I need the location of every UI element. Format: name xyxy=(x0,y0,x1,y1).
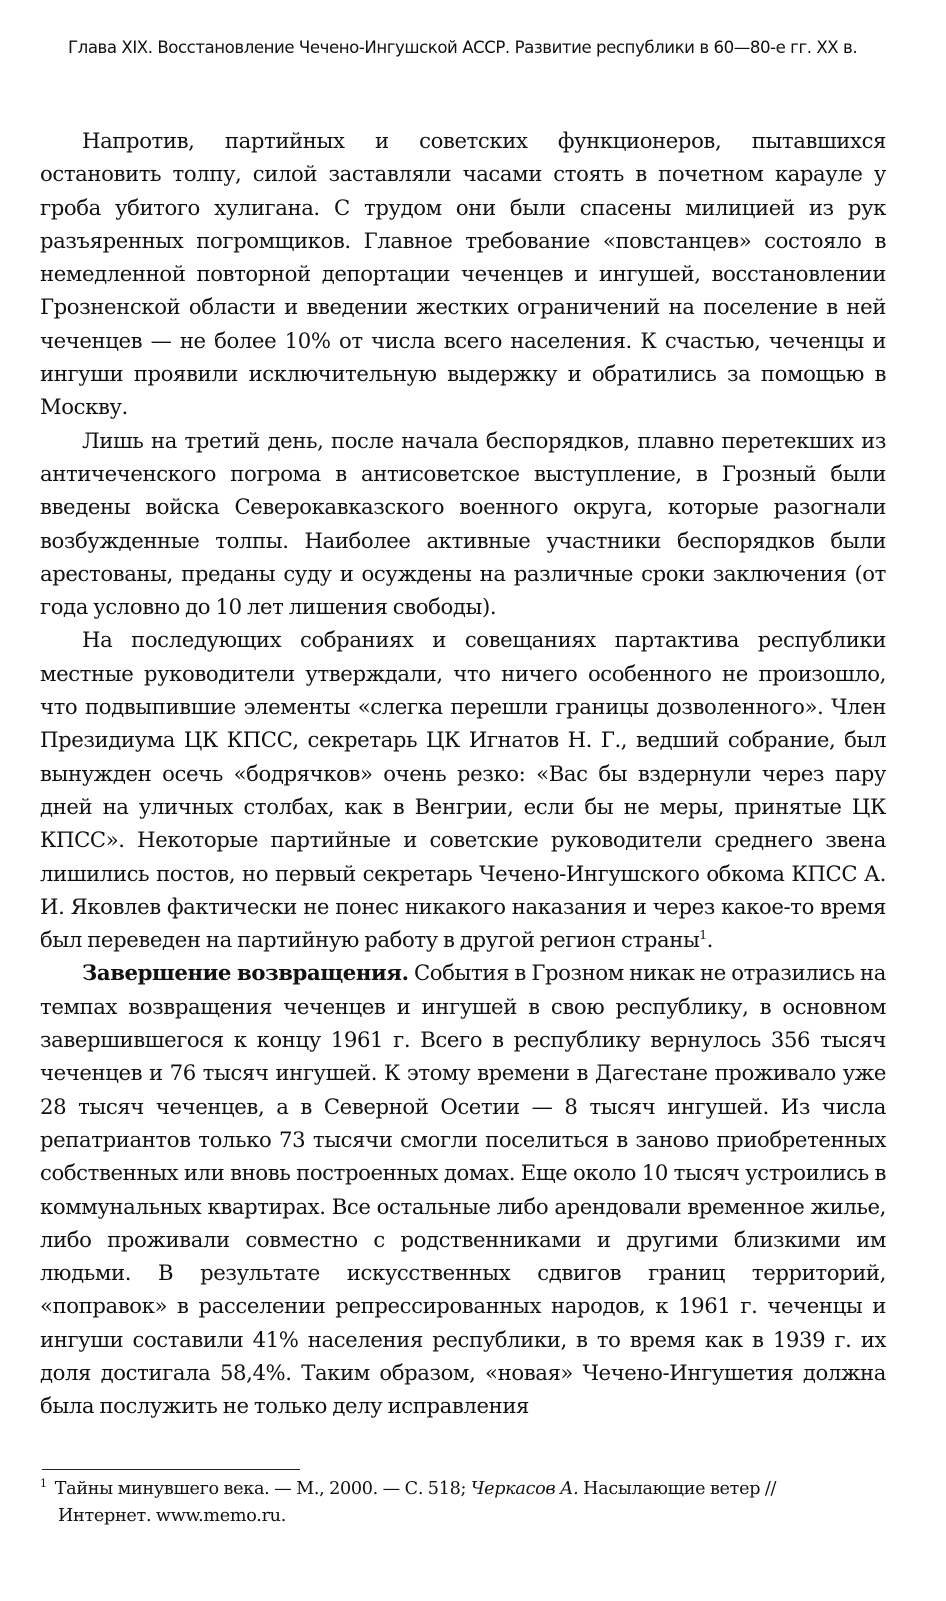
paragraph-3 xyxy=(40,623,886,956)
paragraph-3-text: На последующих собраниях и совещаниях партактива республики местные руководители утверждали, что ничего особенного не произошло, что подвыпившие элементы «слегка перешли границы дозволенного». Член Президиума ЦК КПСС, секретарь ЦК Игнатов Н. Г., ведший собрание, был вынужден осечь «бодрячков» очень резко: «Вас бы вздернули через пару дней на уличных столбах, как в Венгрии, если бы не меры, принятые ЦК КПСС». Некоторые партийные и советские руководители среднего звена лишились постов, но первый секретарь Чечено-Ингушского обкома КПСС А. И. Яковлев фактически не понес никакого наказания и через какое-то время был переведен на партийную работу в другой регион страны xyxy=(40,627,886,953)
footnote-source: Тайны минувшего века. — М., 2000. — С. 518; xyxy=(54,1479,471,1499)
paragraph-4 xyxy=(40,956,886,1422)
page xyxy=(40,0,886,1601)
footnote-title: Насылающие ветер // xyxy=(578,1479,777,1499)
paragraph-2: Лишь на третий день, после начала беспорядков, плавно перетекших из античеченского погрома в антисоветское выступление, в Грозный были введены войска Северокавказского военного округа, которые разогнали возбужденные толпы. Наиболее активные участники беспорядков были арестованы, преданы суду и осуждены на различные сроки заключения (от года условно до 10 лет лишения свободы). xyxy=(40,427,886,620)
footnote-reference[interactable]: 1 xyxy=(699,928,707,943)
paragraph-4-text: События в Грозном никак не отразились на темпах возвращения чеченцев и ингушей в свою республику, в основном завершившегося к концу 1961 г. Всего в республику вернулось 356 тысяч чеченцев и 76 тысяч ингушей. К этому времени в Дагестане проживало уже 28 тысяч чеченцев, а в Северной Осетии — 8 тысяч ингушей. Из числа репатриантов только 73 тысячи смогли поселиться в заново приобретенных собственных или вновь построенных домах. Еще около 10 тысяч устроились в коммунальных квартирах. Все остальные либо арендовали временное жилье, либо проживали совместно с родственниками и другими близкими им людьми. В результате искусственных сдвигов границ территорий, «поправок» в расселении репрессированных народов, к 1961 г. чеченцы и ингуши составили 41% населения республики, в то время как в 1939 г. их доля достигала 58,4%. Таким образом, «новая» Чечено-Ингушетия должна была послужить не только делу исправления xyxy=(40,960,886,1419)
paragraph-3-tail: . xyxy=(706,927,713,953)
paragraph-1: Напротив, партийных и советских функционеров, пытавшихся остановить толпу, силой заставляли часами стоять в почетном карауле у гроба убитого хулигана. С трудом они были спасены милицией из рук разъяренных погромщиков. Главное требование «повстанцев» состояло в немедленной повторной депортации чеченцев и ингушей, восстановлении Грозненской области и введении жестких ограничений на поселение в ней чеченцев — не более 10% от числа всего населения. К счастью, чеченцы и ингуши проявили исключительную выдержку и обратились за помощью в Москву. xyxy=(40,128,886,420)
footnote-mark: 1 xyxy=(40,1477,47,1491)
body-text xyxy=(40,124,886,1423)
footnote-link[interactable]: Интернет. www.memo.ru. xyxy=(58,1506,287,1526)
footnote-divider xyxy=(42,1469,300,1470)
footnote-text xyxy=(55,1479,776,1499)
footnote xyxy=(40,1476,886,1530)
footnote-author: Черкасов А. xyxy=(470,1479,579,1499)
section-run-in-heading: Завершение возвращения. xyxy=(82,960,409,986)
running-head: Глава XIX. Восстановление Чечено-Ингушской АССР. Развитие республики в 60—80-е гг. XX в. xyxy=(68,38,858,57)
